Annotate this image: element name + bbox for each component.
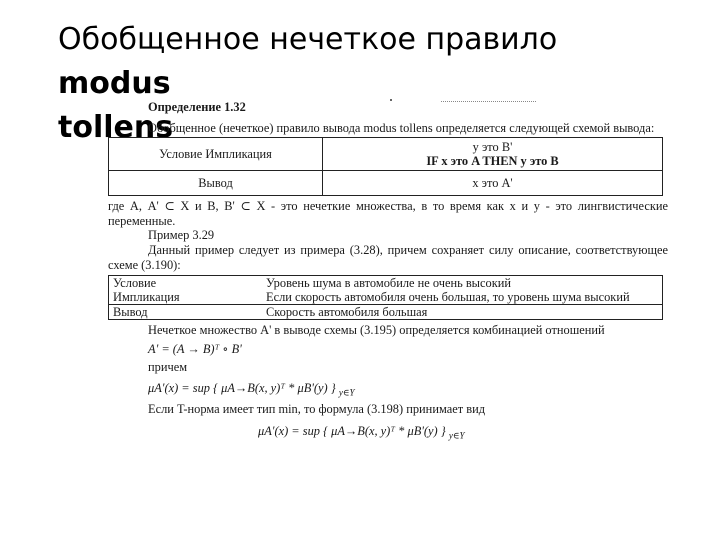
formula-composition: A' = (A → B)ᵀ ∘ B' bbox=[148, 341, 242, 356]
premise-line: у это B' bbox=[472, 140, 513, 155]
definition-heading: Определение 1.32 bbox=[148, 100, 246, 114]
table-cell-label: Вывод bbox=[109, 305, 263, 320]
table-cell-label: Условие bbox=[113, 276, 157, 291]
wherein-label: причем bbox=[148, 359, 188, 374]
tnorm-text: Если T-норма имеет тип min, то формула (3.198) принимает вид bbox=[148, 402, 486, 417]
definition-intro: Обобщенное (нечеткое) правило вывода modus tollens определяется следующей схемой вывода: bbox=[148, 120, 655, 135]
table-cell-value: х это A' bbox=[323, 171, 663, 196]
table-row bbox=[109, 138, 663, 171]
scanned-textbook-excerpt bbox=[108, 96, 668, 536]
title-bold-part-1: modus bbox=[58, 66, 171, 101]
formula-membership-subscript: y∈Y bbox=[338, 387, 355, 398]
implication-line: IF x это A THEN у это B bbox=[426, 154, 559, 169]
table-cell-label: Условие Импликация bbox=[109, 138, 323, 171]
table-row bbox=[109, 276, 663, 291]
title-bold-part-2: tollens bbox=[58, 110, 174, 145]
table-row bbox=[109, 171, 663, 196]
table-cell-value: Уровень шума в автомобиле не очень высокий bbox=[266, 276, 511, 291]
table-cell-value bbox=[323, 138, 663, 171]
inference-scheme-table bbox=[108, 137, 663, 196]
formula-membership-body: μA'(x) = sup { μA→B(x, y)ᵀ * μB'(y) } bbox=[148, 381, 336, 396]
formula-min-tnorm-subscript: y∈Y bbox=[448, 430, 465, 441]
table-cell-label: Импликация bbox=[113, 290, 180, 305]
scan-artifact-dot bbox=[390, 99, 392, 101]
fuzzy-set-text: Нечеткое множество A' в выводе схемы (3.195) определяется комбинацией отношений bbox=[148, 323, 605, 338]
scan-artifact-line bbox=[441, 101, 536, 102]
formula-min-tnorm bbox=[258, 419, 668, 443]
table-cell-value: Если скорость автомобиля очень большая, то уровень шума высокий bbox=[266, 290, 630, 305]
table-row bbox=[109, 290, 663, 305]
example-heading: Пример 3.29 bbox=[148, 228, 215, 243]
example-table bbox=[108, 275, 663, 320]
title-normal-part: Обобщенное нечеткое правило bbox=[58, 22, 558, 57]
table-cell-value: Скорость автомобиля большая bbox=[262, 305, 663, 320]
example-text: Данный пример следует из примера (3.28), причем сохраняет силу описание, соответствующее схеме (3.190): bbox=[108, 242, 668, 272]
where-text: где А, А' ⊂ X и B, B' ⊂ X - это нечеткие множества, в то время как х и у - это лингвистические переменные. bbox=[108, 199, 668, 228]
table-cell-label: Вывод bbox=[109, 171, 323, 196]
formula-min-tnorm-body: μA'(x) = sup { μA→B(x, y)ᵀ * μB'(y) } bbox=[258, 423, 446, 438]
formula-membership bbox=[148, 376, 668, 400]
table-row bbox=[109, 305, 663, 320]
